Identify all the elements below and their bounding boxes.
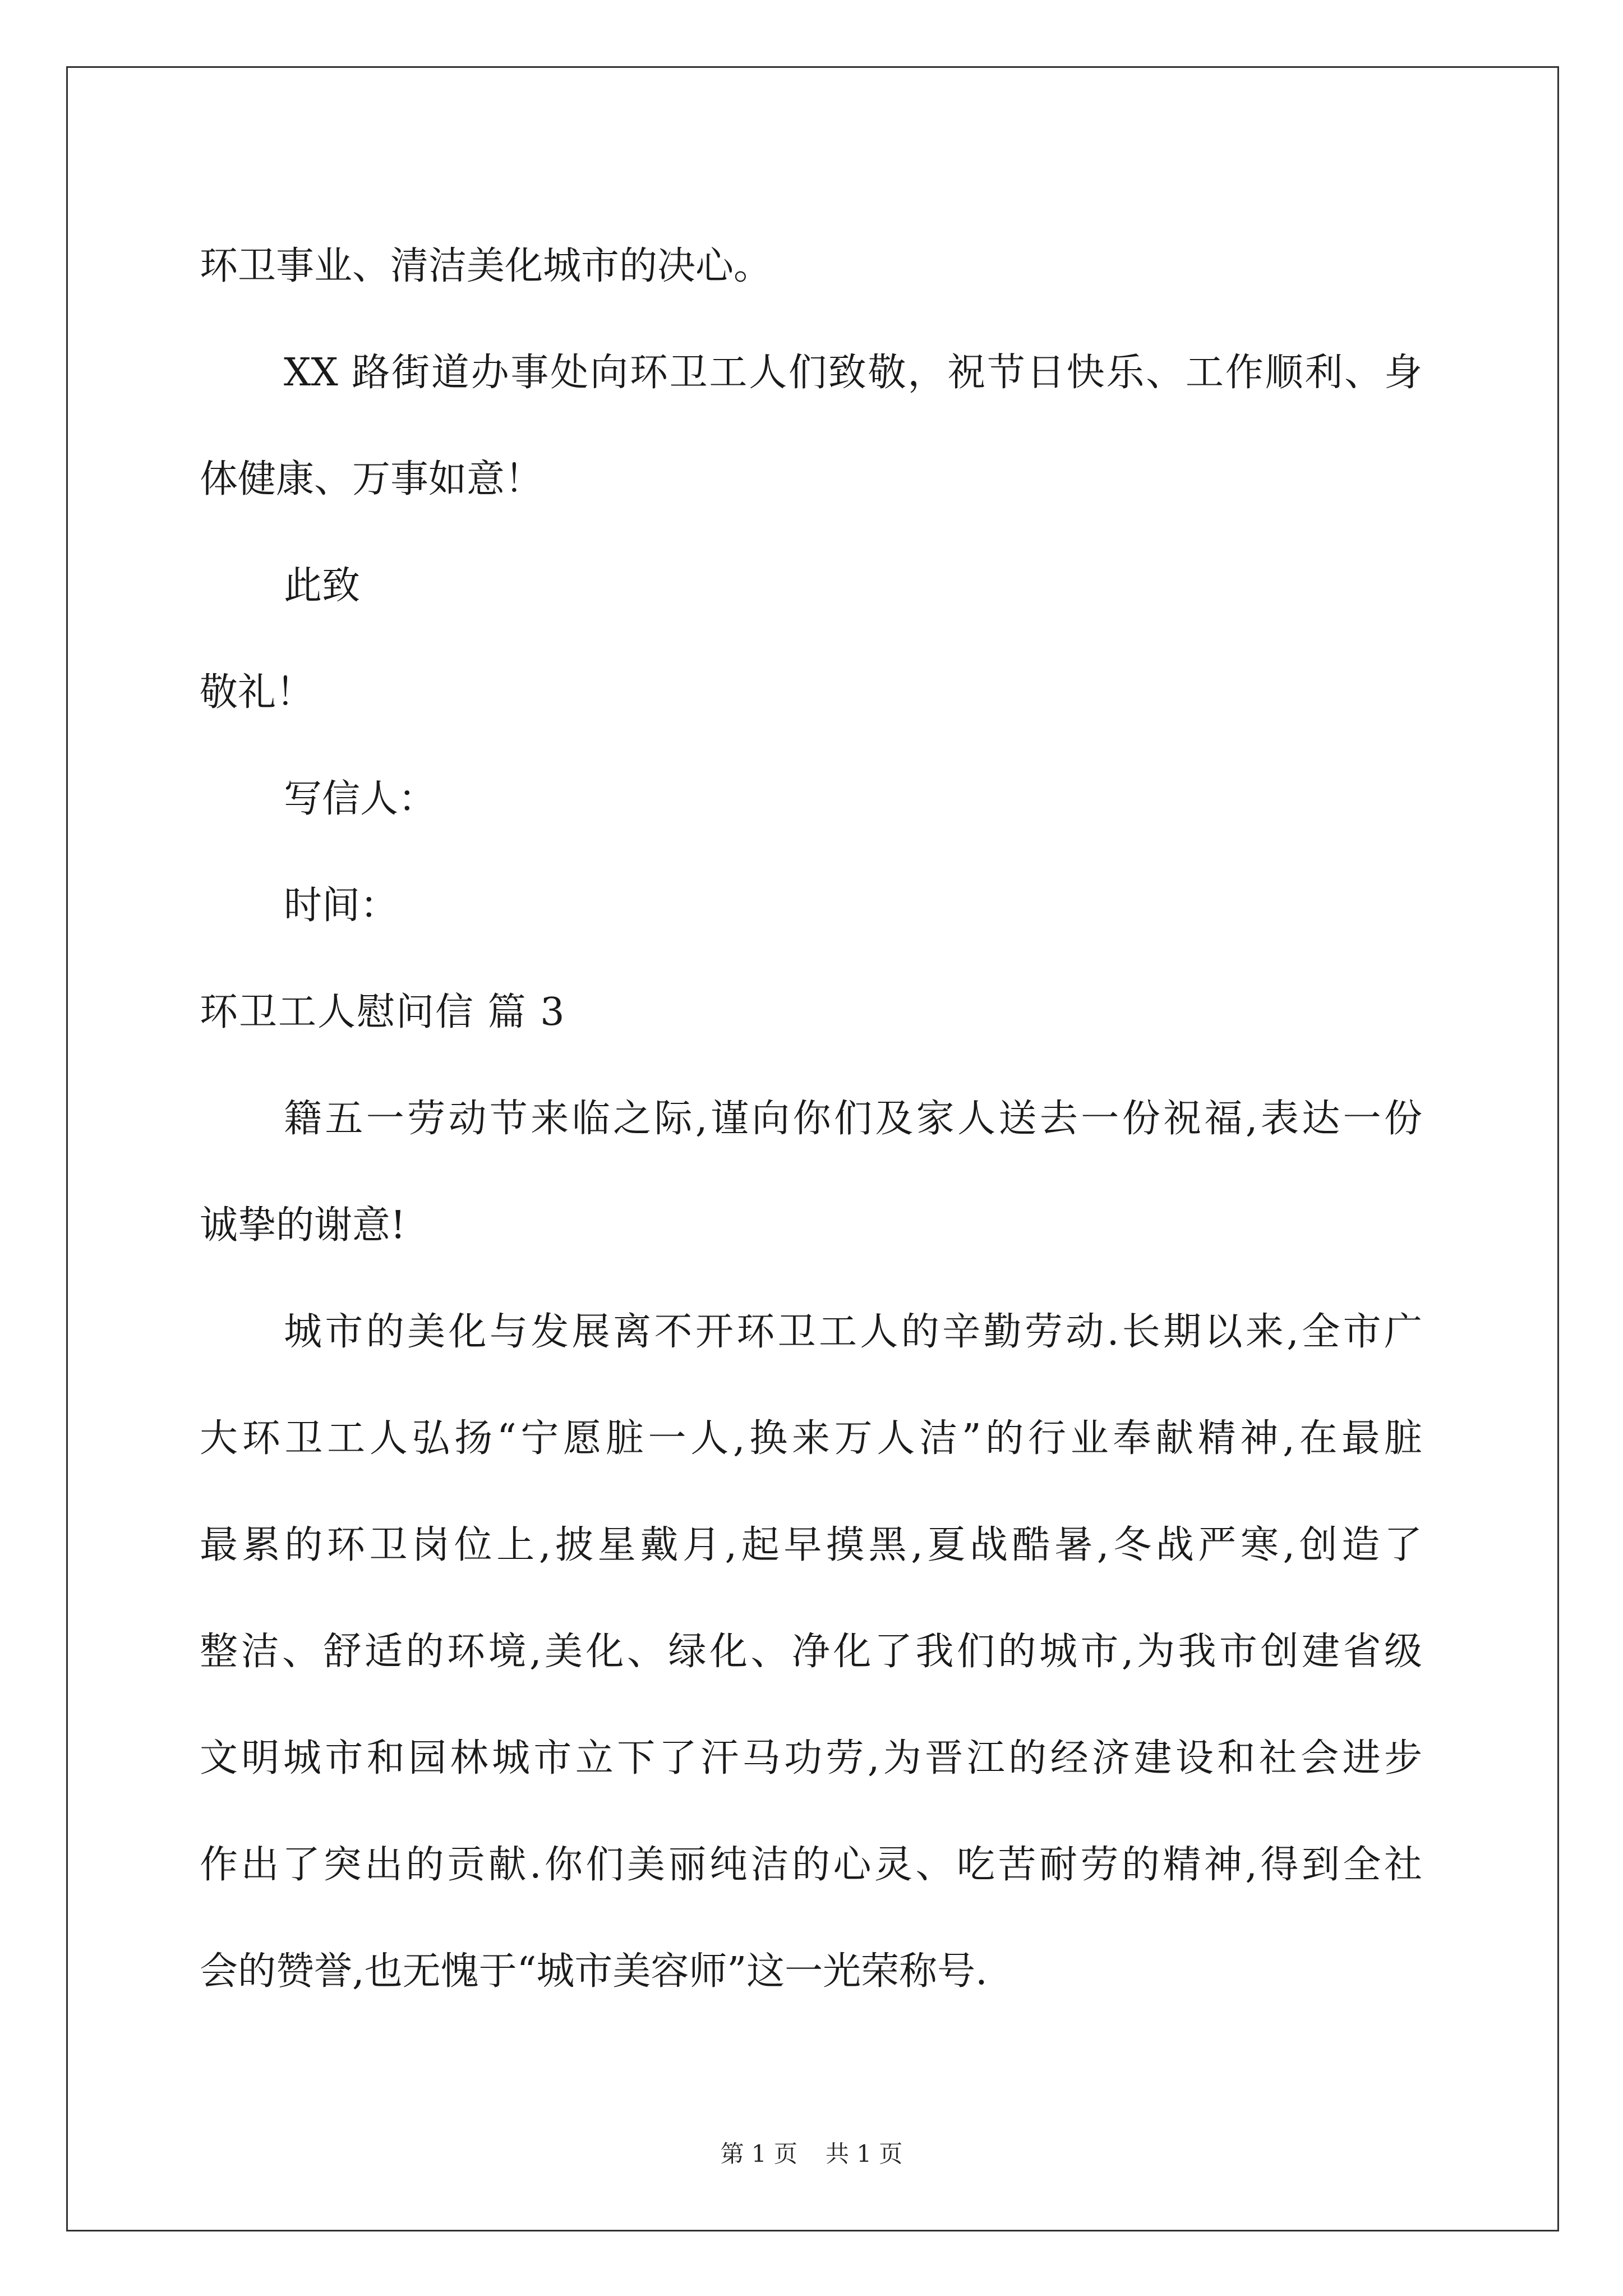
- text-line: 大环卫工人弘扬“宁愿脏一人,换来万人洁”的行业奉献精神,在最脏: [200, 1416, 1422, 1461]
- text-line: 最累的环卫岗位上,披星戴月,起早摸黑,夏战酷暑,冬战严寒,创造了: [200, 1523, 1423, 1567]
- text-line: 会的赞誉,也无愧于“城市美容师”这一光荣称号.: [200, 1949, 988, 1994]
- text-line: XX 路街道办事处向环卫工人们致敬，祝节日快乐、工作顺利、身: [284, 351, 1422, 395]
- text-line: 此致: [284, 564, 361, 608]
- text-line: 写信人：: [284, 777, 437, 821]
- page-number-total: 共 1 页: [826, 2140, 903, 2168]
- text-line: 文明城市和园林城市立下了汗马功劳,为晋江的经济建设和社会进步: [200, 1736, 1422, 1780]
- text-line: 环卫事业、清洁美化城市的决心。: [200, 244, 772, 288]
- text-line: 时间：: [284, 884, 399, 928]
- document-body: [200, 213, 1422, 2025]
- text-line: 体健康、万事如意！: [200, 457, 543, 501]
- text-line: 作出了突出的贡献.你们美丽纯洁的心灵、吃苦耐劳的精神,得到全社: [200, 1843, 1422, 1887]
- text-line: 城市的美化与发展离不开环卫工人的辛勤劳动.长期以来,全市广: [284, 1310, 1422, 1354]
- text-line: 诚挚的谢意!: [200, 1203, 406, 1248]
- page-number-current: 第 1 页: [720, 2140, 797, 2168]
- text-line: 敬礼！: [200, 670, 315, 715]
- page-footer: [0, 2137, 1623, 2171]
- section-heading: 环卫工人慰问信 篇 3: [200, 990, 566, 1034]
- text-line: 籍五一劳动节来临之际,谨向你们及家人送去一份祝福,表达一份: [284, 1097, 1422, 1141]
- text-line: 整洁、舒适的环境,美化、绿化、净化了我们的城市,为我市创建省级: [200, 1630, 1422, 1674]
